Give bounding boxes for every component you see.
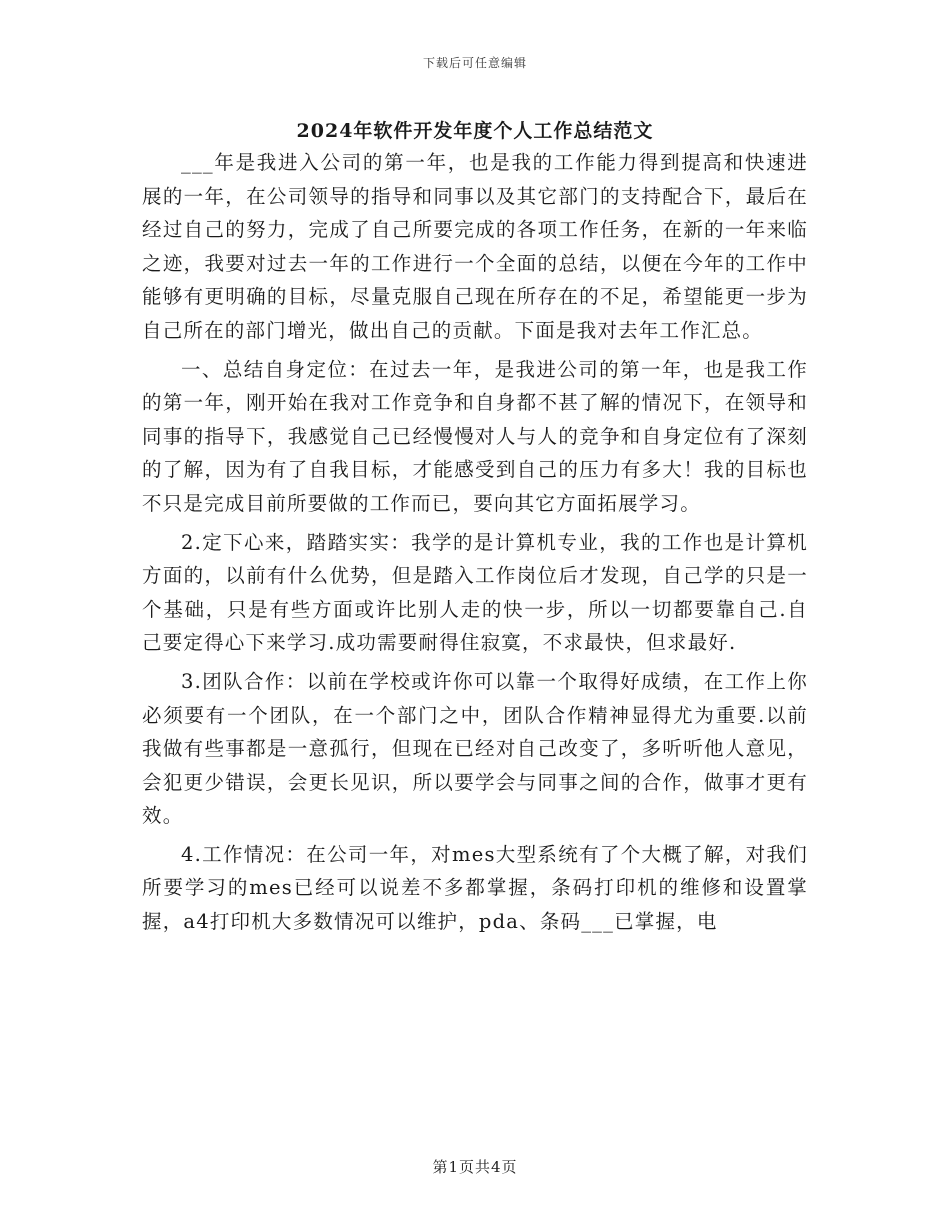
paragraph-intro: ___年是我进入公司的第一年，也是我的工作能力得到提高和快速进展的一年，在公司领导的指导和同事以及其它部门的支持配合下，最后在经过自己的努力，完成了自己所要完成的各项工作任务，在新的一年来临之迹，我要对过去一年的工作进行一个全面的总结，以便在今年的工作中能够有更明确的目标，尽量克服自己现在所存在的不足，希望能更一步为自己所在的部门增光，做出自己的贡献。下面是我对去年工作汇总。 [142,151,808,342]
paragraph-work-status: 4.工作情况：在公司一年，对mes大型系统有了个大概了解，对我们所要学习的mes已经可以说差不多都掌握，条码打印机的维修和设置掌握，a4打印机大多数情况可以维护，pda、条码___已掌握，电 [142,842,808,934]
paragraph-settle-down: 2.定下心来，踏踏实实：我学的是计算机专业，我的工作也是计算机方面的，以前有什么优势，但是踏入工作岗位后才发现，自己学的只是一个基础，只是有些方面或许比别人走的快一步，所以一切都要靠自己.自己要定得心下来学习.成功需要耐得住寂寞，不求最快，但求最好. [142,530,808,655]
page-number: 第1页共4页 [432,1158,518,1176]
page-header: 下载后可任意编辑 [422,56,527,70]
paragraph-teamwork: 3.团队合作：以前在学校或许你可以靠一个取得好成绩，在工作上你必须要有一个团队，在一个部门之中，团队合作精神显得尤为重要.以前我做有些事都是一意孤行，但现在已经对自己改变了，多听听他人意见，会犯更少错误，会更长见识，所以要学会与同事之间的合作，做事才更有效。 [142,669,808,828]
document-body [142,146,808,944]
paragraph-self-positioning: 一、总结自身定位：在过去一年，是我进公司的第一年，也是我工作的第一年，刚开始在我对工作竞争和自身都不甚了解的情况下，在领导和同事的指导下，我感觉自己已经慢慢对人与人的竞争和自身定位有了深刻的了解，因为有了自我目标，才能感受到自己的压力有多大！我的目标也不只是完成目前所要做的工作而已，要向其它方面拓展学习。 [142,357,808,515]
document-title: 2024年软件开发年度个人工作总结范文 [296,120,654,142]
